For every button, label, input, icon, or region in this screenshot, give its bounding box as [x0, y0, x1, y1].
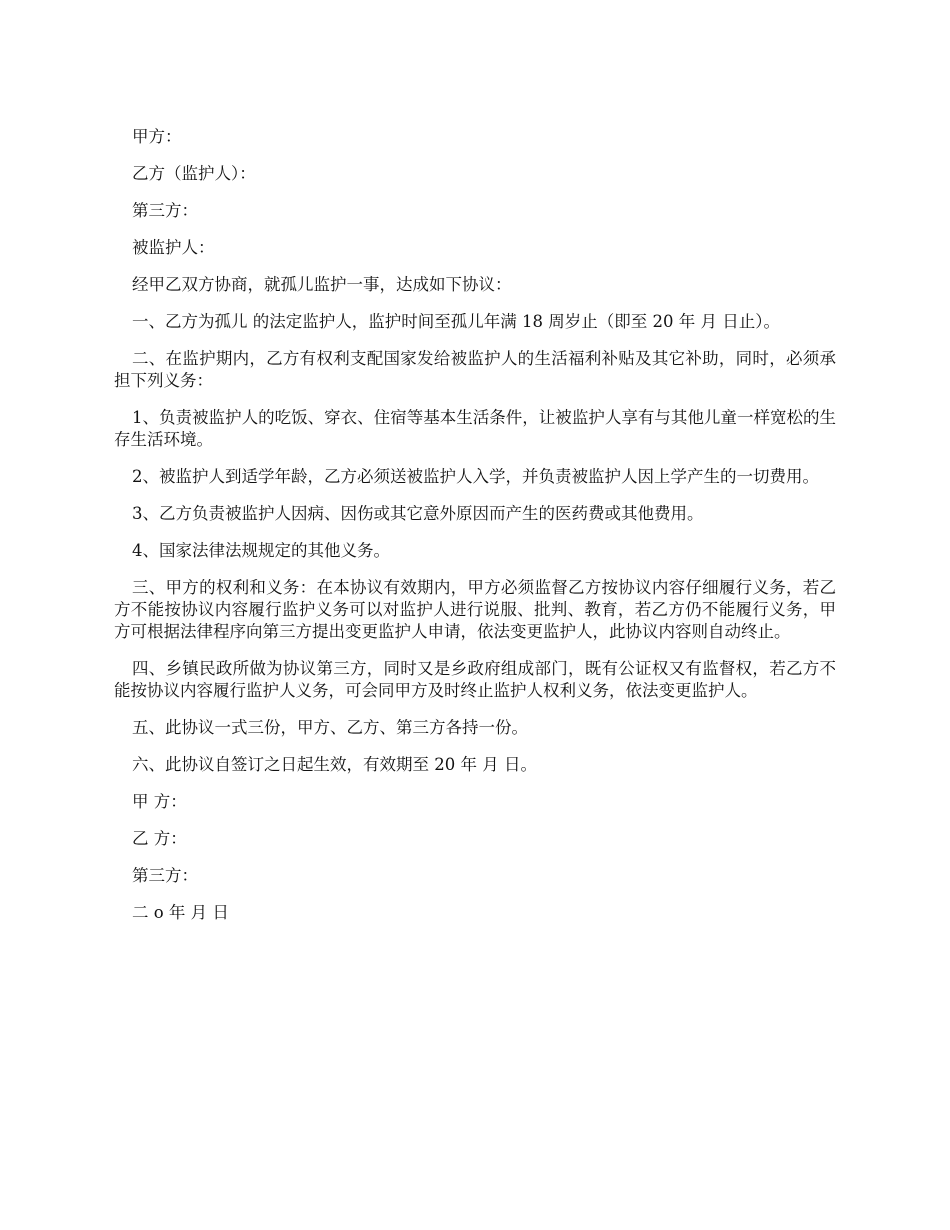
- signature-party-b: 乙 方：: [132, 829, 187, 848]
- duty-3: 3、乙方负责被监护人因病、因伤或其它意外原因而产生的医药费或其他费用。: [132, 504, 704, 523]
- duty-4: 4、国家法律法规规定的其他义务。: [132, 541, 390, 560]
- clause-5: 五、此协议一式三份，甲方、乙方、第三方各持一份。: [132, 718, 528, 737]
- intro-paragraph: 经甲乙双方协商，就孤儿监护一事，达成如下协议：: [132, 275, 512, 294]
- signature-party-a: 甲 方：: [132, 792, 187, 811]
- clause-3: 三、甲方的权利和义务：在本协议有效期内，甲方必须监督乙方按协议内容仔细履行义务，若乙方不能按协议内容履行监护义务可以对监护人进行说服、批判、教育，若乙方仍不能履行义务，甲方可根据法律程序向第三方提出变更监护人申请，依法变更监护人，此协议内容则自动终止。: [114, 578, 836, 641]
- clause-4: 四、乡镇民政所做为协议第三方，同时又是乡政府组成部门，既有公证权又有监督权，若乙方不能按协议内容履行监护人义务，可会同甲方及时终止监护人权利义务，依法变更监护人。: [114, 659, 836, 700]
- party-a-label: 甲方：: [132, 127, 182, 146]
- signature-date: 二 o 年 月 日: [132, 903, 229, 922]
- duty-2: 2、被监护人到适学年龄，乙方必须送被监护人入学，并负责被监护人因上学产生的一切费用。: [132, 467, 819, 486]
- ward-label: 被监护人：: [132, 238, 215, 257]
- signature-third-party: 第三方：: [132, 866, 198, 885]
- document-body: [114, 126, 836, 939]
- clause-1: 一、乙方为孤儿 的法定监护人，监护时间至孤儿年满 18 周岁止（即至 20 年 月 日止）。: [132, 312, 780, 331]
- clause-2: 二、在监护期内，乙方有权利支配国家发给被监护人的生活福利补贴及其它补助，同时，必须承担下列义务：: [114, 349, 836, 390]
- duty-1: 1、负责被监护人的吃饭、穿衣、住宿等基本生活条件，让被监护人享有与其他儿童一样宽松的生存生活环境。: [114, 408, 836, 449]
- third-party-label: 第三方：: [132, 201, 198, 220]
- party-b-label: 乙方（监护人）：: [132, 164, 256, 183]
- clause-6: 六、此协议自签订之日起生效，有效期至 20 年 月 日。: [132, 755, 537, 774]
